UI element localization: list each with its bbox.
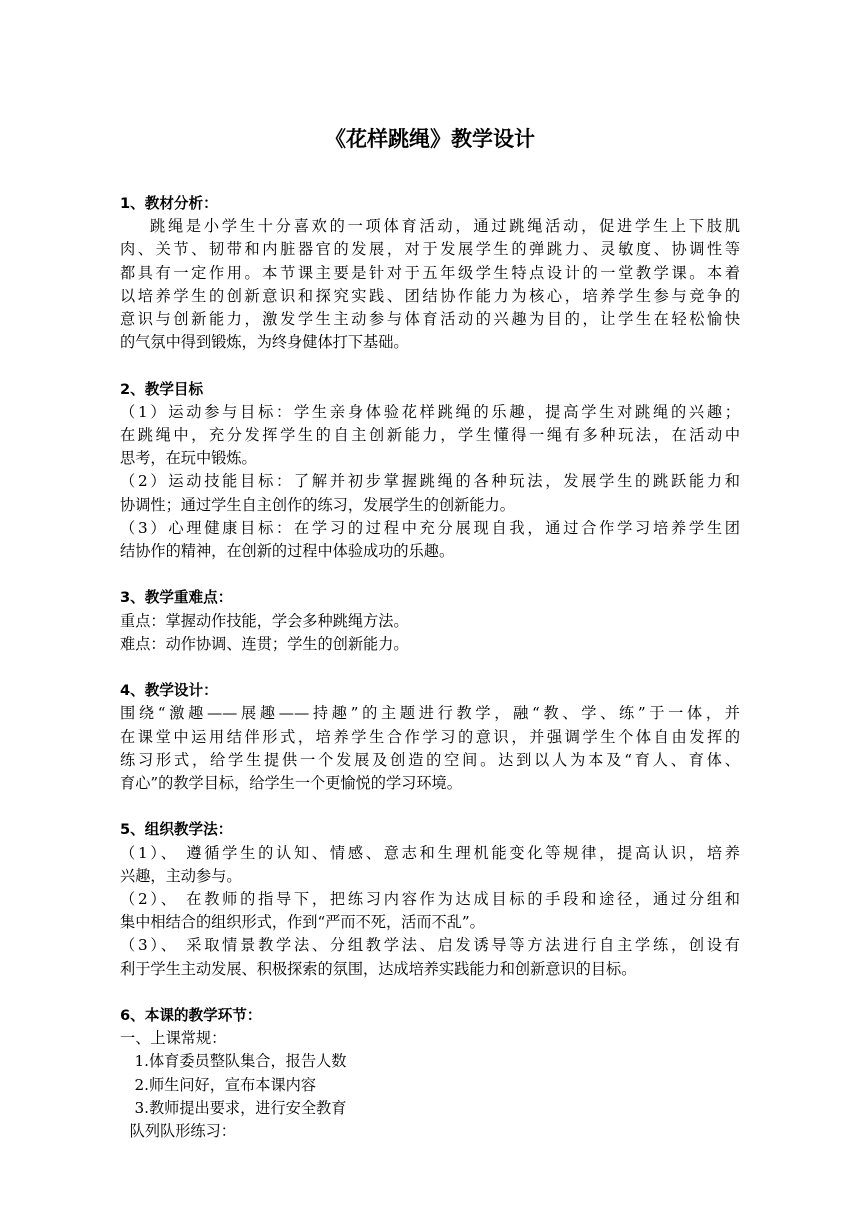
list-item: 1.体育委员整队集合，报告人数 xyxy=(120,1052,347,1071)
paragraph-line: 集中相结合的组织形式，作到“严而不死，活而不乱”。 xyxy=(120,913,485,932)
paragraph-line: 肉、关节、韧带和内脏器官的发展，对于发展学生的弹跳力、灵敏度、协调性等 xyxy=(120,240,740,259)
paragraph-line: 练习形式，给学生提供一个发展及创造的空间。达到以人为本及“育人、育体、 xyxy=(120,750,740,769)
paragraph-line: 意识与创新能力，激发学生主动参与体育活动的兴趣为目的，让学生在轻松愉快 xyxy=(120,310,740,329)
section-heading: 1、教材分析： xyxy=(120,195,218,212)
section-heading: 4、教学设计： xyxy=(120,682,218,700)
paragraph-line: （3）、 采取情景教学法、分组教学法、启发诱导等方法进行自主学练，创设有 xyxy=(120,936,740,955)
section-heading: 6、本课的教学环节： xyxy=(120,1007,262,1025)
paragraph-line: 在跳绳中，充分发挥学生的自主创新能力，学生懂得一绳有多种玩法，在活动中 xyxy=(120,426,740,445)
paragraph-line: 育心”的教学目标，给学生一个更愉悦的学习环境。 xyxy=(120,774,462,793)
section-textbook-analysis xyxy=(120,192,740,354)
paragraph-line: 难点：动作协调、连贯；学生的创新能力。 xyxy=(120,634,409,653)
paragraph-line: 在课堂中运用结伴形式，培养学生合作学习的意识，并强调学生个体自由发挥的 xyxy=(120,727,740,746)
list-item: 2.师生问好，宣布本课内容 xyxy=(120,1075,317,1094)
section-heading: 3、教学重难点： xyxy=(120,589,233,607)
document-title: 《花样跳绳》教学设计 xyxy=(325,127,535,151)
paragraph-line: 结协作的精神，在创新的过程中体验成功的乐趣。 xyxy=(120,542,455,561)
list-item: 3.教师提出要求，进行安全教育 xyxy=(120,1098,347,1117)
paragraph-line: 队列队形练习： xyxy=(120,1122,236,1141)
paragraph-line: 利于学生主动发展、积极探索的氛围，达成培养实践能力和创新意识的目标。 xyxy=(120,959,637,978)
paragraph-line: （1）运动参与目标：学生亲身体验花样跳绳的乐趣，提高学生对跳绳的兴趣； xyxy=(120,402,740,421)
paragraph-line: （1）、 遵循学生的认知、情感、意志和生理机能变化等规律，提高认识，培养 xyxy=(120,843,740,862)
section-teaching-goals xyxy=(120,378,740,564)
paragraph-line: 跳绳是小学生十分喜欢的一项体育活动，通过跳绳活动，促进学生上下肢肌 xyxy=(150,217,740,236)
paragraph-line: 都具有一定作用。本节课主要是针对于五年级学生特点设计的一堂教学课。本着 xyxy=(120,263,740,282)
paragraph-line: （2）运动技能目标：了解并初步掌握跳绳的各种玩法，发展学生的跳跃能力和 xyxy=(120,472,740,491)
section-teaching-steps xyxy=(120,1004,740,1143)
paragraph-line: （2）、 在教师的指导下，把练习内容作为达成目标的手段和途径，通过分组和 xyxy=(120,890,740,909)
paragraph-line: 围绕“激趣——展趣——持趣”的主题进行教学，融“教、学、练”于一体，并 xyxy=(120,704,740,723)
section-teaching-design xyxy=(120,679,740,795)
paragraph-line: 以培养学生的创新意识和探究实践、团结协作能力为核心，培养学生参与竞争的 xyxy=(120,286,740,305)
paragraph-line: 协调性；通过学生自主创作的练习，发展学生的创新能力。 xyxy=(120,495,515,514)
paragraph-line: 思考，在玩中锻炼。 xyxy=(120,449,257,468)
paragraph-line: 兴趣，主动参与。 xyxy=(120,866,242,885)
paragraph-line: （3）心理健康目标：在学习的过程中充分展现自我，通过合作学习培养学生团 xyxy=(120,518,740,537)
section-key-points xyxy=(120,586,740,656)
section-heading: 5、组织教学法： xyxy=(120,821,233,839)
document-body xyxy=(120,192,740,1166)
paragraph-line: 重点：掌握动作技能，学会多种跳绳方法。 xyxy=(120,611,409,630)
paragraph-line: 的气氛中得到锻炼，为终身健体打下基础。 xyxy=(120,333,409,352)
paragraph-line: 一、上课常规： xyxy=(120,1029,227,1048)
section-teaching-methods xyxy=(120,818,740,980)
section-heading: 2、教学目标 xyxy=(120,380,204,398)
